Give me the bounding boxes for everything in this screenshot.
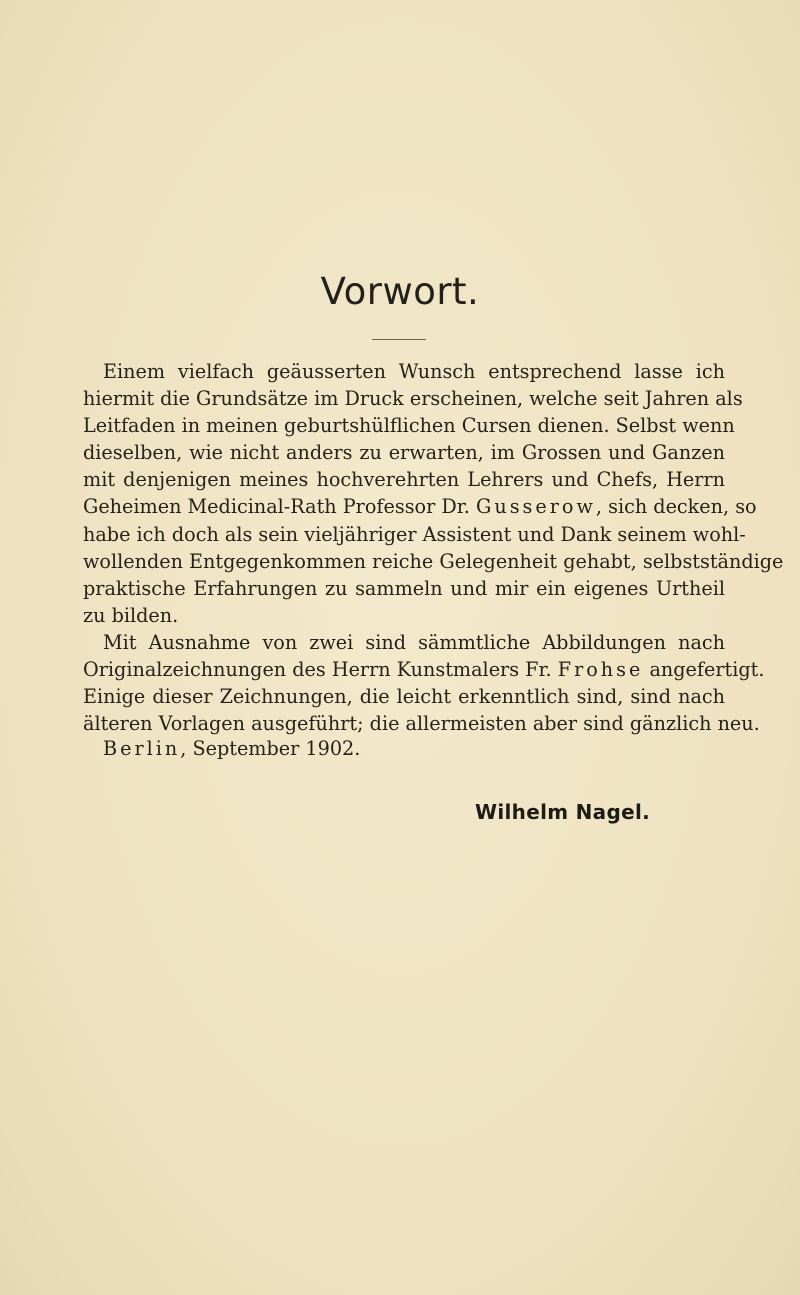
- text-line: habe ich doch als sein vieljähriger Assistent und Dank seinem wohl-: [83, 522, 746, 546]
- text-line: zu bilden.: [83, 603, 179, 627]
- text-line: älteren Vorlagen ausgeführt; die allermeisten aber sind gänzlich neu.: [83, 712, 760, 736]
- paragraph-1: [83, 358, 784, 629]
- text-fragment: Geheimen Medicinal-Rath Professor Dr.: [83, 495, 470, 519]
- date-text: , September 1902.: [180, 737, 361, 760]
- author-signature: Wilhelm Nagel.: [475, 800, 651, 824]
- text-fragment: angefertigt.: [649, 658, 765, 682]
- text-line: Einem vielfach geäusserten Wunsch entsprechend lasse ich: [103, 360, 725, 383]
- text-line: dieselben, wie nicht anders zu erwarten, im Grossen und Ganzen: [83, 441, 725, 465]
- text-line: mit denjenigen meines hochverehrten Lehrers und Chefs, Herrn: [83, 468, 725, 492]
- text-line: [83, 493, 757, 520]
- heading-divider: [372, 339, 426, 340]
- text-line: Leitfaden in meinen geburtshülflichen Cursen dienen. Selbst wenn: [83, 414, 735, 438]
- text-fragment: , sich decken, so: [595, 495, 757, 519]
- paragraph-2: [83, 629, 765, 737]
- text-fragment: Originalzeichnungen des Herrn Kunstmalers Fr.: [83, 658, 552, 682]
- place-name: Berlin: [103, 737, 181, 760]
- text-line: [83, 656, 765, 683]
- text-line: Einige dieser Zeichnungen, die leicht erkenntlich sind, sind nach: [83, 685, 725, 709]
- preface-body: [83, 358, 784, 737]
- text-line: Mit Ausnahme von zwei sind sämmtliche Abbildungen nach: [103, 630, 725, 654]
- place-and-date: [103, 737, 360, 760]
- text-line: wollenden Entgegenkommen reiche Gelegenheit gehabt, selbstständige: [83, 549, 784, 573]
- text-line: hiermit die Grundsätze im Druck erscheinen, welche seit Jahren als: [83, 387, 743, 411]
- spaced-name-gusserow: Gusserow: [476, 495, 596, 519]
- page-heading: Vorwort.: [320, 270, 480, 313]
- spaced-name-frohse: Frohse: [557, 658, 644, 682]
- text-line: praktische Erfahrungen zu sammeln und mir ein eigenes Urtheil: [83, 576, 725, 600]
